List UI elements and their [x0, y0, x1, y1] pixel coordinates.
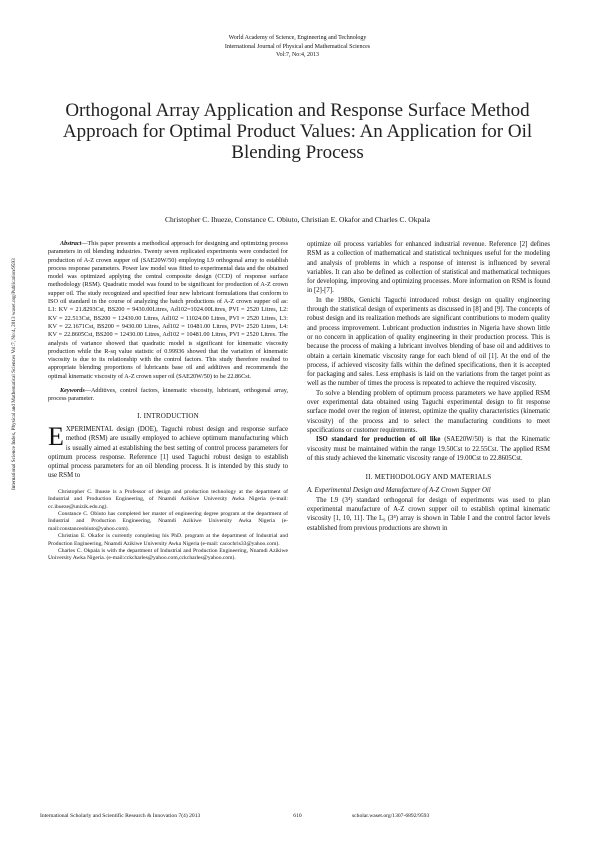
subsection-heading: A. Experimental Design and Manufacture of A-Z Crown Supper Oil [307, 487, 491, 495]
footnote-2: Constance C. Obiuto has completed her master of engineering degree program at the department of Industrial and Production Engineering, Nnamdi Azikiwe University Awka Nigeria (e-mail:constanceobiuto@yahoo.com). [48, 510, 288, 532]
keywords [48, 387, 288, 404]
section-heading-methodology: II. METHODOLOGY AND MATERIALS [365, 473, 492, 482]
footnote-4: Charles C. Okpala is with the department of Industrial and Production Engineering, Nnamdi Azikiwe University Awka Nigeria. (e-mail:cckcharles@yahoo.com,cckcharles@yahoo.com). [48, 547, 288, 562]
header-line-1: World Academy of Science, Engineering and Technology [228, 35, 367, 41]
footnote-3: Christian E. Okafor is currently completing his PhD. program at the department of Industrial and Production Engineering, Nnamdi Azikiwe University Awka Nigeria (e-mail: cacochris33@yahoo.com). [48, 533, 288, 547]
intro-paragraph [48, 421, 288, 481]
left-column [48, 240, 288, 563]
abstract [48, 240, 288, 381]
col2-paragraph-1: optimize oil process variables for enhanced industrial revenue. Reference [2] defines RSM as a collection of mathematical and statistical techniques useful for the modeling and analysis of problems in which a response of interest is influenced by several variables. It can also be defined as collection of statistical and mathematical techniques for developing, improving and optimizing processes. More information on RSM is found in [2]-[7]. [307, 241, 550, 295]
footer-left: International Scholarly and Scientific Research & Innovation 7(4) 2013 [40, 813, 201, 819]
col2-paragraph-3: To solve a blending problem of optimum process parameters we have applied RSM over experimental data obtained using Taguchi experimental design to fit response surface model over the region of interest, optimize the quality characteristics (kinematic viscosity) of the process and to select the manufacturing conditions to meet specifications or customer requirements. [307, 389, 550, 434]
footer-right: scholar.waset.org/1307-6892/9593 [352, 813, 430, 819]
iso-standard-bold: ISO standard for production of oil like [316, 436, 441, 444]
side-index-strip: International Science Index, Physical and Mathematical Sciences Vol:7, No:4, 2013 waset.org/Publication/9593 [11, 258, 17, 490]
col2-paragraph-4 [307, 435, 550, 463]
drop-cap: E [48, 421, 64, 451]
journal-header [0, 34, 595, 60]
iso-standard-text: (SAE20W/50) is that the Kinematic viscosity must be maintained within the range 19.50Cst to 22.55Cst. The applied RSM of this study achieved the kinematic viscosity range of 19.00Cst to 22.8605Cst. [307, 436, 550, 462]
abstract-label: Abstract [60, 240, 82, 247]
intro-text: XPERIMENTAL design (DOE), Taguchi robust design and response surface method (RSM) are usually employed to achieve optimum manufacturing which is usually aimed at establishing the best setting of control process parameters for optimum process response. Reference [1] used Taguchi robust design to establish optimal process parameters for an oil blending process. It is intended by this study to use RSM to [48, 425, 288, 480]
col2-paragraph-5: The L9 (3⁴) standard orthogonal for design of experiments was used to plan experimental manufacture of A-Z crown supper oil to establish optimal kinematic viscosity [1, 10, 11]. The L₉ (3⁴) array is shown in Table I and the control factor levels established from previous productions are shown in [307, 496, 550, 532]
page-number: 610 [293, 813, 302, 819]
section-heading-introduction: I. INTRODUCTION [137, 411, 199, 420]
footnote-1: Christopher C. Ihueze is a Professor of design and production technology at the department of Industrial and Production Engineering, of Nnamdi Azikiwe University Awka Nigeria (e-mail: cc.ihueze@unizik.edu.ng). [48, 488, 288, 510]
paper-title: Orthogonal Array Application and Response Surface Method Approach for Optimal Product Values: An Application for Oil Blending Process [62, 100, 533, 163]
right-column [307, 240, 550, 533]
abstract-text: —This paper presents a methodical approach for designing and optimizing process parameters in oil blending industries. Twenty seven replicated experiments were conducted for production of A-Z crown supper oil (SAE20W/50) employing L9 orthogonal array to establish process response parameters. Power law model was fitted to experimental data and the obtained model was optimized applying the central composite design (CCD) of response surface methodology (RSM). Quadratic model was found to be significant for production of A-Z crown supper oil. The study recognized and specified four new lubricant formulations that conform to ISO oil standard in the course of analyzing the batch productions of A-Z crown supper oil as: L1: KV = 21.8293Cst, BS200 = 9430.00Litres, Ad102=1024.00Litres, PVI = 2520 Litres, L2: KV = 22.513Cst, BS200 = 12430.00 Litres, Ad102 = 11024.00 Litres, PVI = 2520 Litres, L3: KV = 22.1671Cst, BS200 = 9430.00 Litres, Ad102 = 10481.00 Litres, PVI= 2520 Litres, L4: KV = 22.8605Cst, BS200 = 12430.00 Litres, Ad102 = 10481.00 Litres, PVI = 2520 Litres. The analysis of variance showed that quadratic model is significant for kinematic viscosity production while the R-sq value statistic of 0.99936 showed that the variation of kinematic viscosity is due to its relationship with the control factors. This study therefore resulted to appropriate blending proportions of lubricants base oil and additives and recommends the optimal kinematic viscosity of A-Z crown super oil (SAE20W/50) to be 22.86Cst. [48, 240, 288, 380]
author-footnotes [48, 489, 288, 563]
keywords-label: Keywords [60, 387, 85, 395]
header-line-3: Vol:7, No:4, 2013 [276, 52, 319, 58]
header-line-2: International Journal of Physical and Mathematical Sciences [224, 43, 371, 50]
author-list: Christopher C. Ihueze, Constance C. Obiuto, Christian E. Okafor and Charles C. Okpala [165, 215, 430, 224]
col2-paragraph-2: In the 1980s, Genichi Taguchi introduced robust design on quality engineering through the statistical design of experiments as discussed in [8] and [9]. The concepts of robust design and its realization methods are significant contributions to modern quality and process improvement. Lubricant production industries in Nigeria have shown little or no concern in application of quality engineering in their production process. This is because the process of making a lubricant involves blending of base oil and additives to obtain a certain kinematic viscosity range for each blend of oil [1]. At the end of the process, if achieved viscosity falls within the defined specifications, then it is accepted for packaging and sales. Less emphasis is laid on the variations from the target point as well as the number of times the process is repeated to achieve the required viscosity. [307, 296, 550, 388]
keywords-text: —Additives, control factors, kinematic viscosity, lubricant, orthogonal array, process parameter. [48, 387, 288, 403]
